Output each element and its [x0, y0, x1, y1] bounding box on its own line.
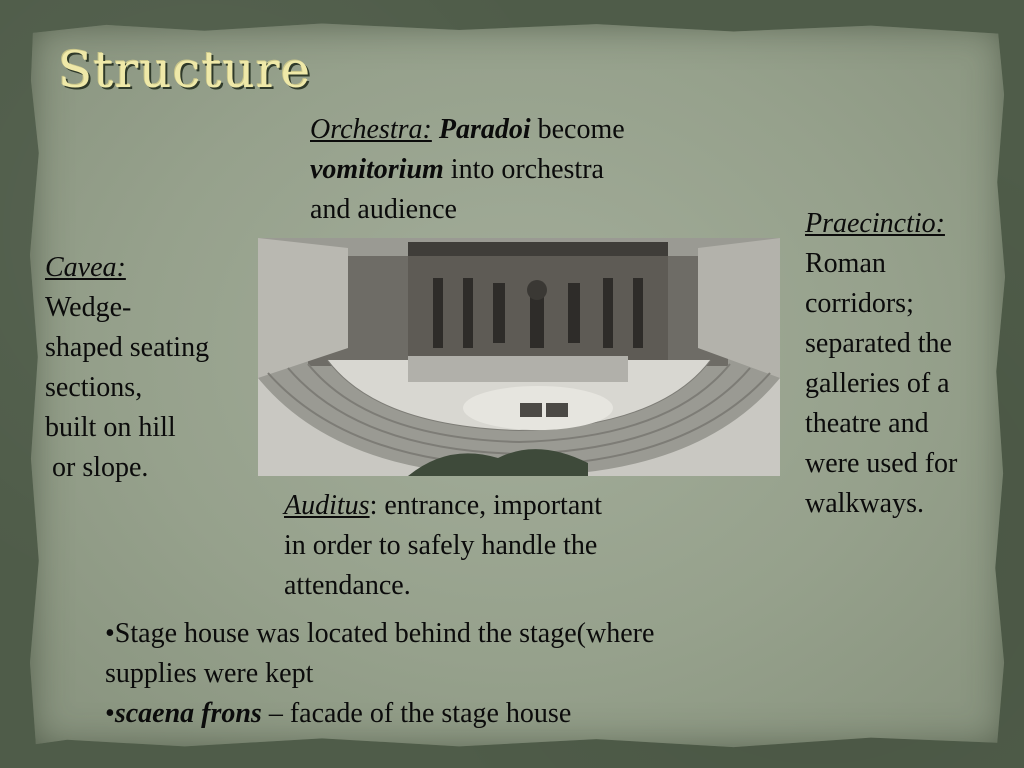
orchestra-text2: into orchestra: [443, 154, 604, 185]
orchestra-text1: become: [530, 114, 625, 145]
auditus-text: [284, 486, 754, 606]
praecinctio-line-1: Roman: [805, 248, 886, 279]
cavea-line-4: built on hill: [45, 412, 176, 443]
praecinctio-line-4: galleries of a: [805, 368, 950, 399]
auditus-label: Auditus: [284, 490, 370, 521]
orchestra-label: Orchestra:: [310, 114, 432, 145]
praecinctio-line-5: theatre and: [805, 408, 929, 439]
praecinctio-label: Praecinctio:: [805, 208, 945, 239]
cavea-line-2: shaped seating: [45, 332, 210, 363]
bullet-1-line-2: supplies were kept: [105, 658, 314, 689]
orchestra-term-paradoi: Paradoi: [438, 114, 531, 145]
praecinctio-text: [805, 204, 1015, 524]
bullet-2-marker: •: [105, 698, 115, 729]
roman-theatre-photo: [258, 238, 780, 476]
praecinctio-line-3: separated the: [805, 328, 952, 359]
cavea-text: [45, 248, 275, 488]
orchestra-text: [310, 110, 740, 230]
slide-title: Structure: [58, 41, 312, 99]
bullet-list: [105, 614, 865, 734]
orchestra-text3: and audience: [310, 194, 457, 225]
bullet-2: [105, 694, 865, 734]
praecinctio-line-2: corridors;: [805, 288, 914, 319]
praecinctio-line-7: walkways.: [805, 488, 924, 519]
cavea-line-1: Wedge-: [45, 292, 132, 323]
praecinctio-line-6: were used for: [805, 448, 958, 479]
bullet-1-line-1: •Stage house was located behind the stage(where: [105, 618, 655, 649]
cavea-line-5: or slope.: [45, 452, 149, 483]
bullet-2-term: scaena frons: [114, 698, 262, 729]
auditus-text2: in order to safely handle the: [284, 530, 598, 561]
auditus-text3: attendance.: [284, 570, 411, 601]
bullet-2-text: – facade of the stage house: [261, 698, 572, 729]
auditus-text1: : entrance, important: [369, 490, 603, 521]
cavea-label: Cavea:: [45, 252, 126, 283]
orchestra-term-vomitorium: vomitorium: [310, 154, 444, 185]
cavea-line-3: sections,: [45, 372, 143, 403]
